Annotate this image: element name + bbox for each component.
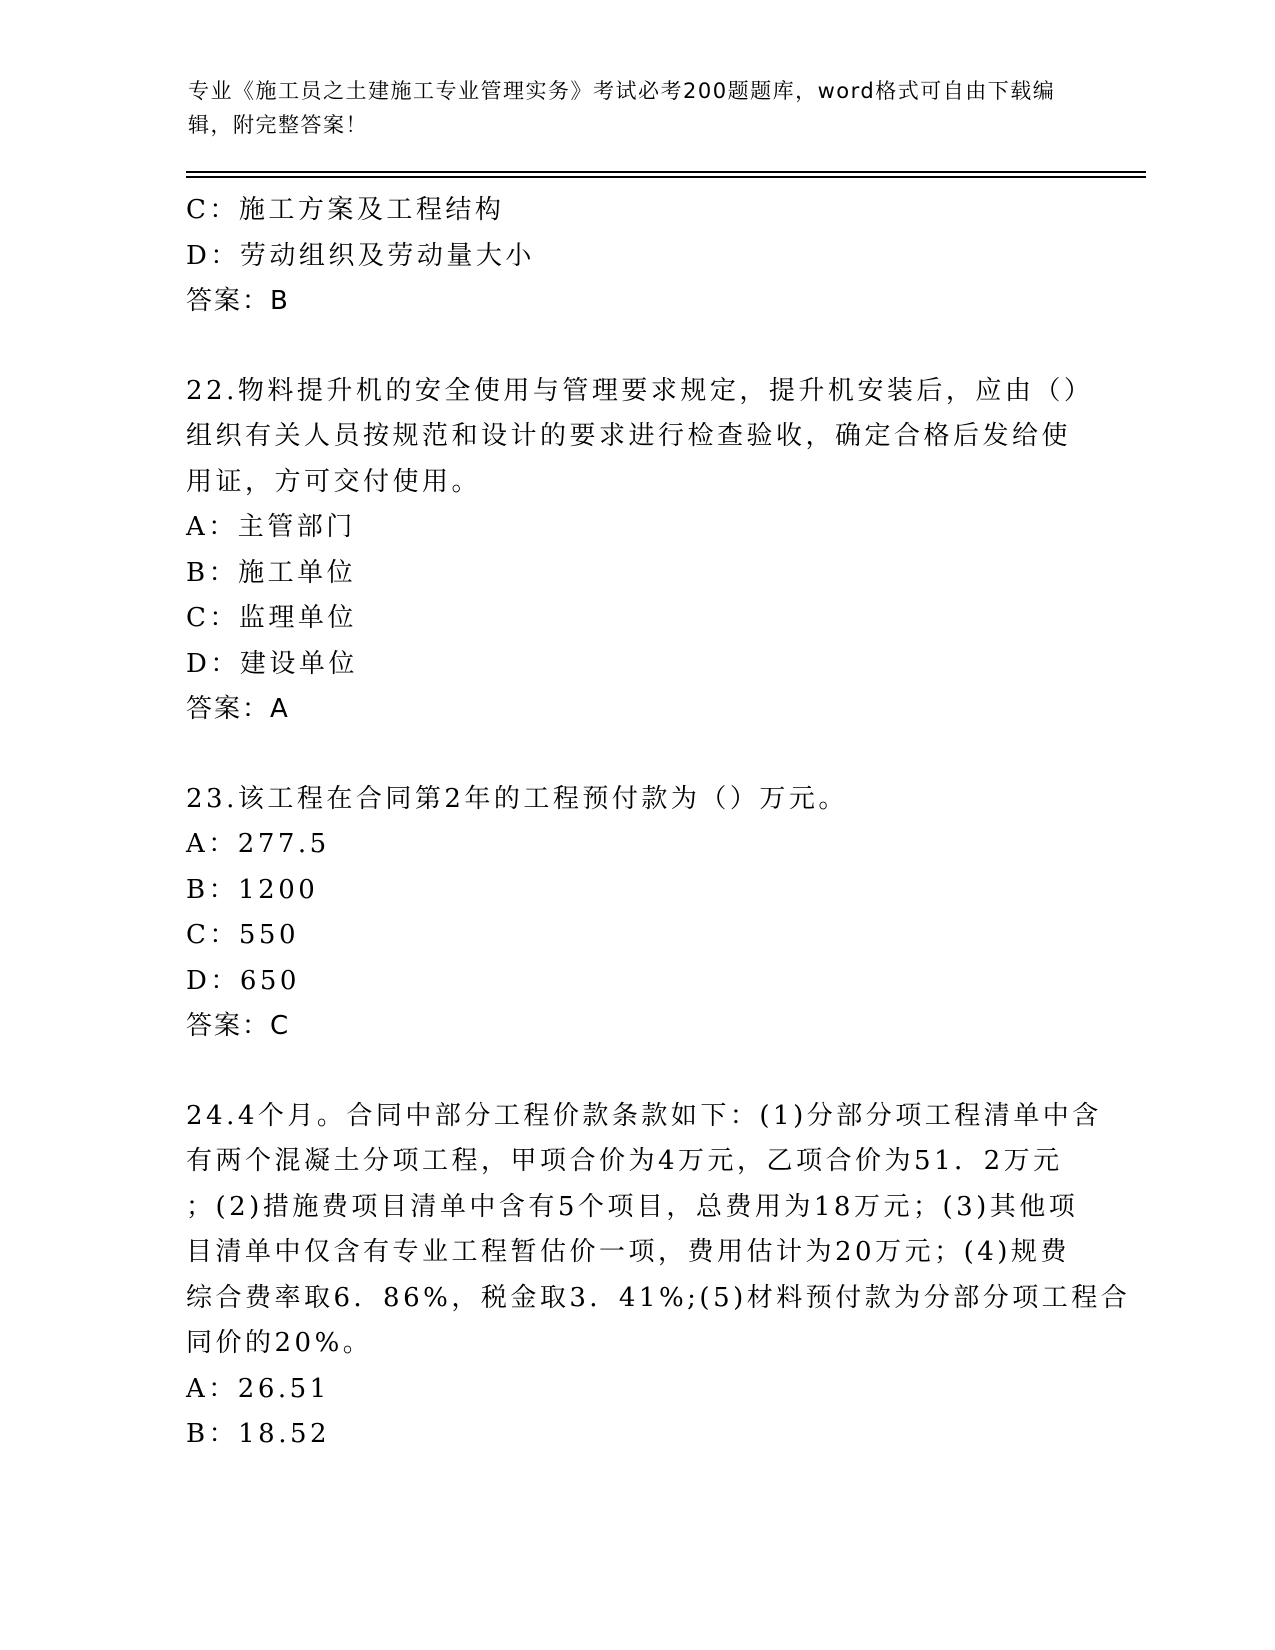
question-24 — [186, 1094, 1131, 1458]
header-divider-bottom — [186, 176, 1146, 178]
answer: 答案：A — [186, 694, 290, 724]
option-c: C：550 — [186, 920, 300, 950]
question-text-line: 目清单中仅含有专业工程暂估价一项，费用估计为20万元；(4)规费 — [186, 1237, 1070, 1267]
option-a: A：主管部门 — [186, 512, 356, 542]
option-b: B：施工单位 — [186, 557, 357, 588]
document-header — [188, 74, 1068, 142]
option-d: D：650 — [186, 965, 300, 996]
option-b: B：18.52 — [186, 1419, 331, 1449]
option-d: D：劳动组织及劳动量大小 — [186, 240, 535, 271]
question-text-line: ；(2)措施费项目清单中含有5个项目，总费用为18万元；(3)其他项 — [186, 1191, 1079, 1222]
option-c: C：施工方案及工程结构 — [186, 195, 505, 225]
option-a: A：26.51 — [186, 1373, 330, 1404]
option-b: B：1200 — [186, 874, 319, 905]
question-content — [186, 188, 1131, 1458]
question-text-line: 综合费率取6．86%，税金取3．41%;(5)材料预付款为分部分项工程合 — [186, 1282, 1131, 1313]
question-text-line: 有两个混凝土分项工程，甲项合价为4万元，乙项合价为51．2万元 — [186, 1146, 1063, 1176]
header-divider-top — [186, 171, 1146, 173]
option-d: D：建设单位 — [186, 648, 358, 679]
question-23 — [186, 777, 1086, 1050]
question-text-line: 同价的20%。 — [186, 1328, 373, 1358]
option-a: A：277.5 — [186, 829, 330, 859]
question-text-line: 23.该工程在合同第2年的工程预付款为（）万元。 — [186, 783, 848, 814]
question-text-line: 用证，方可交付使用。 — [186, 466, 482, 497]
header-text: 专业《施工员之土建施工专业管理实务》考试必考200题题库，word格式可自由下载编辑，附完整答案！ — [188, 79, 1056, 137]
answer: 答案：B — [186, 286, 290, 316]
question-text-line: 24.4个月。合同中部分工程价款条款如下：(1)分部分项工程清单中含 — [186, 1100, 1102, 1131]
option-c: C：监理单位 — [186, 603, 357, 633]
answer: 答案：C — [186, 1011, 291, 1041]
question-22 — [186, 369, 1094, 733]
question-text-line: 22.物料提升机的安全使用与管理要求规定，提升机安装后，应由（） — [186, 375, 1094, 406]
question-text-line: 组织有关人员按规范和设计的要求进行检查验收，确定合格后发给使 — [186, 421, 1072, 451]
question-fragment — [186, 188, 1086, 325]
